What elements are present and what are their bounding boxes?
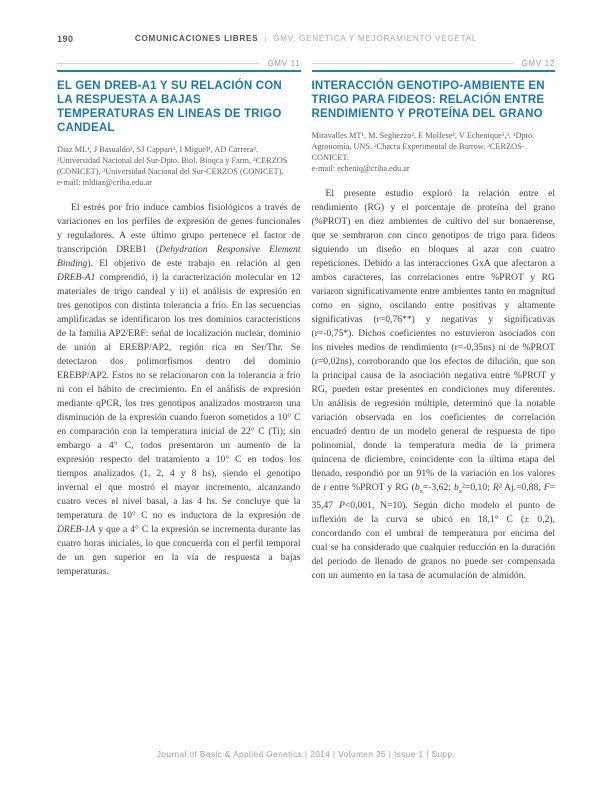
running-head-section: COMUNICACIONES LIBRES (134, 34, 259, 43)
abstract-authors: Miravalles MT¹, M. Seghezzo², E Molfese², V Echenique¹,³. ¹Dpto. Agronomía, UNS. ²Chacra Experimental de Barrow. ³CERZOS-CONICET. (311, 131, 535, 162)
abstract-body: El estrés por frío induce cambios fisiológicos a través de variaciones en los perfiles de expresión de genes funcionales y reguladores. A este último grupo pertenece el factor de transcripción DREB1 (Dehydration Responsive Element Binding). El objetivo de este trabajo en relación al gen DREB-A1 comprendió, i) la caracterización molecular en 12 materiales de trigo candeal y ii) el análisis de expresión en tres genotipos con distinta tolerancia a frío. En las secuencias amplificadas se identificaron los tres dominios característicos de la familia AP2/ERF: señal de localización nuclear, dominio de unión al EREBP/AP2, región rica en Ser/Thr. Se detectaron dos polimorfismos dentro del dominio EREBP/AP2. Estos no se relacionaron con la tolerancia a frío ni con el hábito de crecimiento. En el análisis de expresión mediante qPCR, los tres genotipos analizados mostraron una disminución de la expresión cuando fueron sometidos a 10° C en comparación con la temperatura inicial de 22° C (Ti); sin embargo a 4° C, todos presentaron un aumento de la expresión respecto del tratamiento a 10° C en todos los tiempos analizados (1, 2, 4 y 8 hs), siendo el genotipo invernal el que mostró el mayor incremento, alcanzando cuatro veces el nivel basal, a las 4 hs. Se concluye que la temperatura de 10° C no es inductora de la expresión de DREB-1A y que a 4° C la expresión se incrementa durante las cuatro horas iniciales, lo que concuerda con el perfil temporal de un gen superior en la vía de respuesta a bajas temperaturas. (57, 202, 301, 577)
page-footer: Journal of Basic & Applied Genetics | 2014 | Volumen 25 | Issue 1 | Supp. (156, 749, 456, 759)
running-head-separator: | (264, 34, 268, 43)
abstract-code-row (57, 58, 301, 68)
abstract-authors: Diaz ML¹, J Basualdo², SJ Cappari², I Miguel¹, AD Carrera³. ¹Universidad Nacional del Sur-Dpto. Biol. Bioqca y Farm, ²CERZOS (CONICET), ³Universidad Nacional del Sur-CERZOS (CONICET). (57, 145, 288, 176)
running-head-topic: GMV. GENÉTICA Y MEJORAMIENTO VEGETAL (273, 34, 478, 43)
accent-rule (312, 70, 556, 72)
accent-rule (57, 70, 301, 72)
abstract-email: e-mail: mldiaz@criba.edu.ar (57, 178, 152, 187)
code-rule-gray (312, 63, 513, 64)
abstract-gmv12 (312, 58, 556, 593)
abstract-email: e-mail: echeniq@criba.edu.ar (311, 164, 410, 173)
abstract-gmv11 (57, 58, 301, 593)
page-number: 190 (57, 34, 74, 44)
running-head (0, 34, 612, 43)
abstract-title: INTERACCIÓN GENOTIPO-AMBIENTE EN TRIGO PARA FIDEOS: RELACIÓN ENTRE RENDIMIENTO Y PROTEÍNA DEL GRANO (311, 80, 545, 120)
abstract-body: El presente estudio exploró la relación entre el rendimiento (RG) y el porcentaje de proteína del grano (%PROT) en diez ambientes de cultivo del sur bonaerense, que se sembraron con cinco genotipos de trigo para fideos siguiendo un diseño en bloques al azar con cuatro repeticiones. Debido a las interacciones GxA que afectaron a ambos caracteres, las correlaciones entre %PROT y RG variaron significativamente entre ambientes tanto en magnitud como en signo, oscilando entre positivas y altamente significativas (r=0,76**) y negativas y significativas (r=-0,75*). Dichos coeficientes no estuvieron asociados con los niveles medios de rendimiento (r=-0,35ns) ni de %PROT (r=0,02ns), corroborando que los efectos de dilución, que son la principal causa de la asociación negativa entre %PROT y RG, pueden estar presentes en condiciones muy diferentes. Un análisis de regresión múltiple, determinó que la notable variación observada en los coeficientes de correlación encuadró dentro de un modelo general de respuesta de tipo polinomial, donde la temperatura media de la primera quincena de diciembre, coincidente con la última etapa del llenado, respondió por un 91% de la variación en los valores de r entre %PROT y RG ($b_x=-3,62$; $b_x^2=0,10$; R² Aj.=0,88, F= 35,47 P<0,001, N=10). Según dicho modelo el punto de inflexión de la curva se ubicó en 18,1° C (± 0,2), concordando con el umbral de temperatura por encima del cual se ha considerado que cualquier reducción en la duración del período de llenado de granos no puede ser compensada con un aumento en la tasa de acumulación de almidón. (311, 188, 556, 581)
abstract-code-label: GMV 12 (521, 58, 555, 68)
page-header (0, 34, 612, 46)
abstract-code-row (312, 58, 556, 68)
code-rule-gray (57, 63, 259, 64)
abstract-code-label: GMV 11 (267, 58, 301, 68)
two-column-layout (57, 58, 555, 593)
abstract-title: EL GEN DREB-A1 Y SU RELACIÓN CON LA RESPUESTA A BAJAS TEMPERATURAS EN LINEAS DE TRIGO CANDEAL (57, 80, 282, 134)
